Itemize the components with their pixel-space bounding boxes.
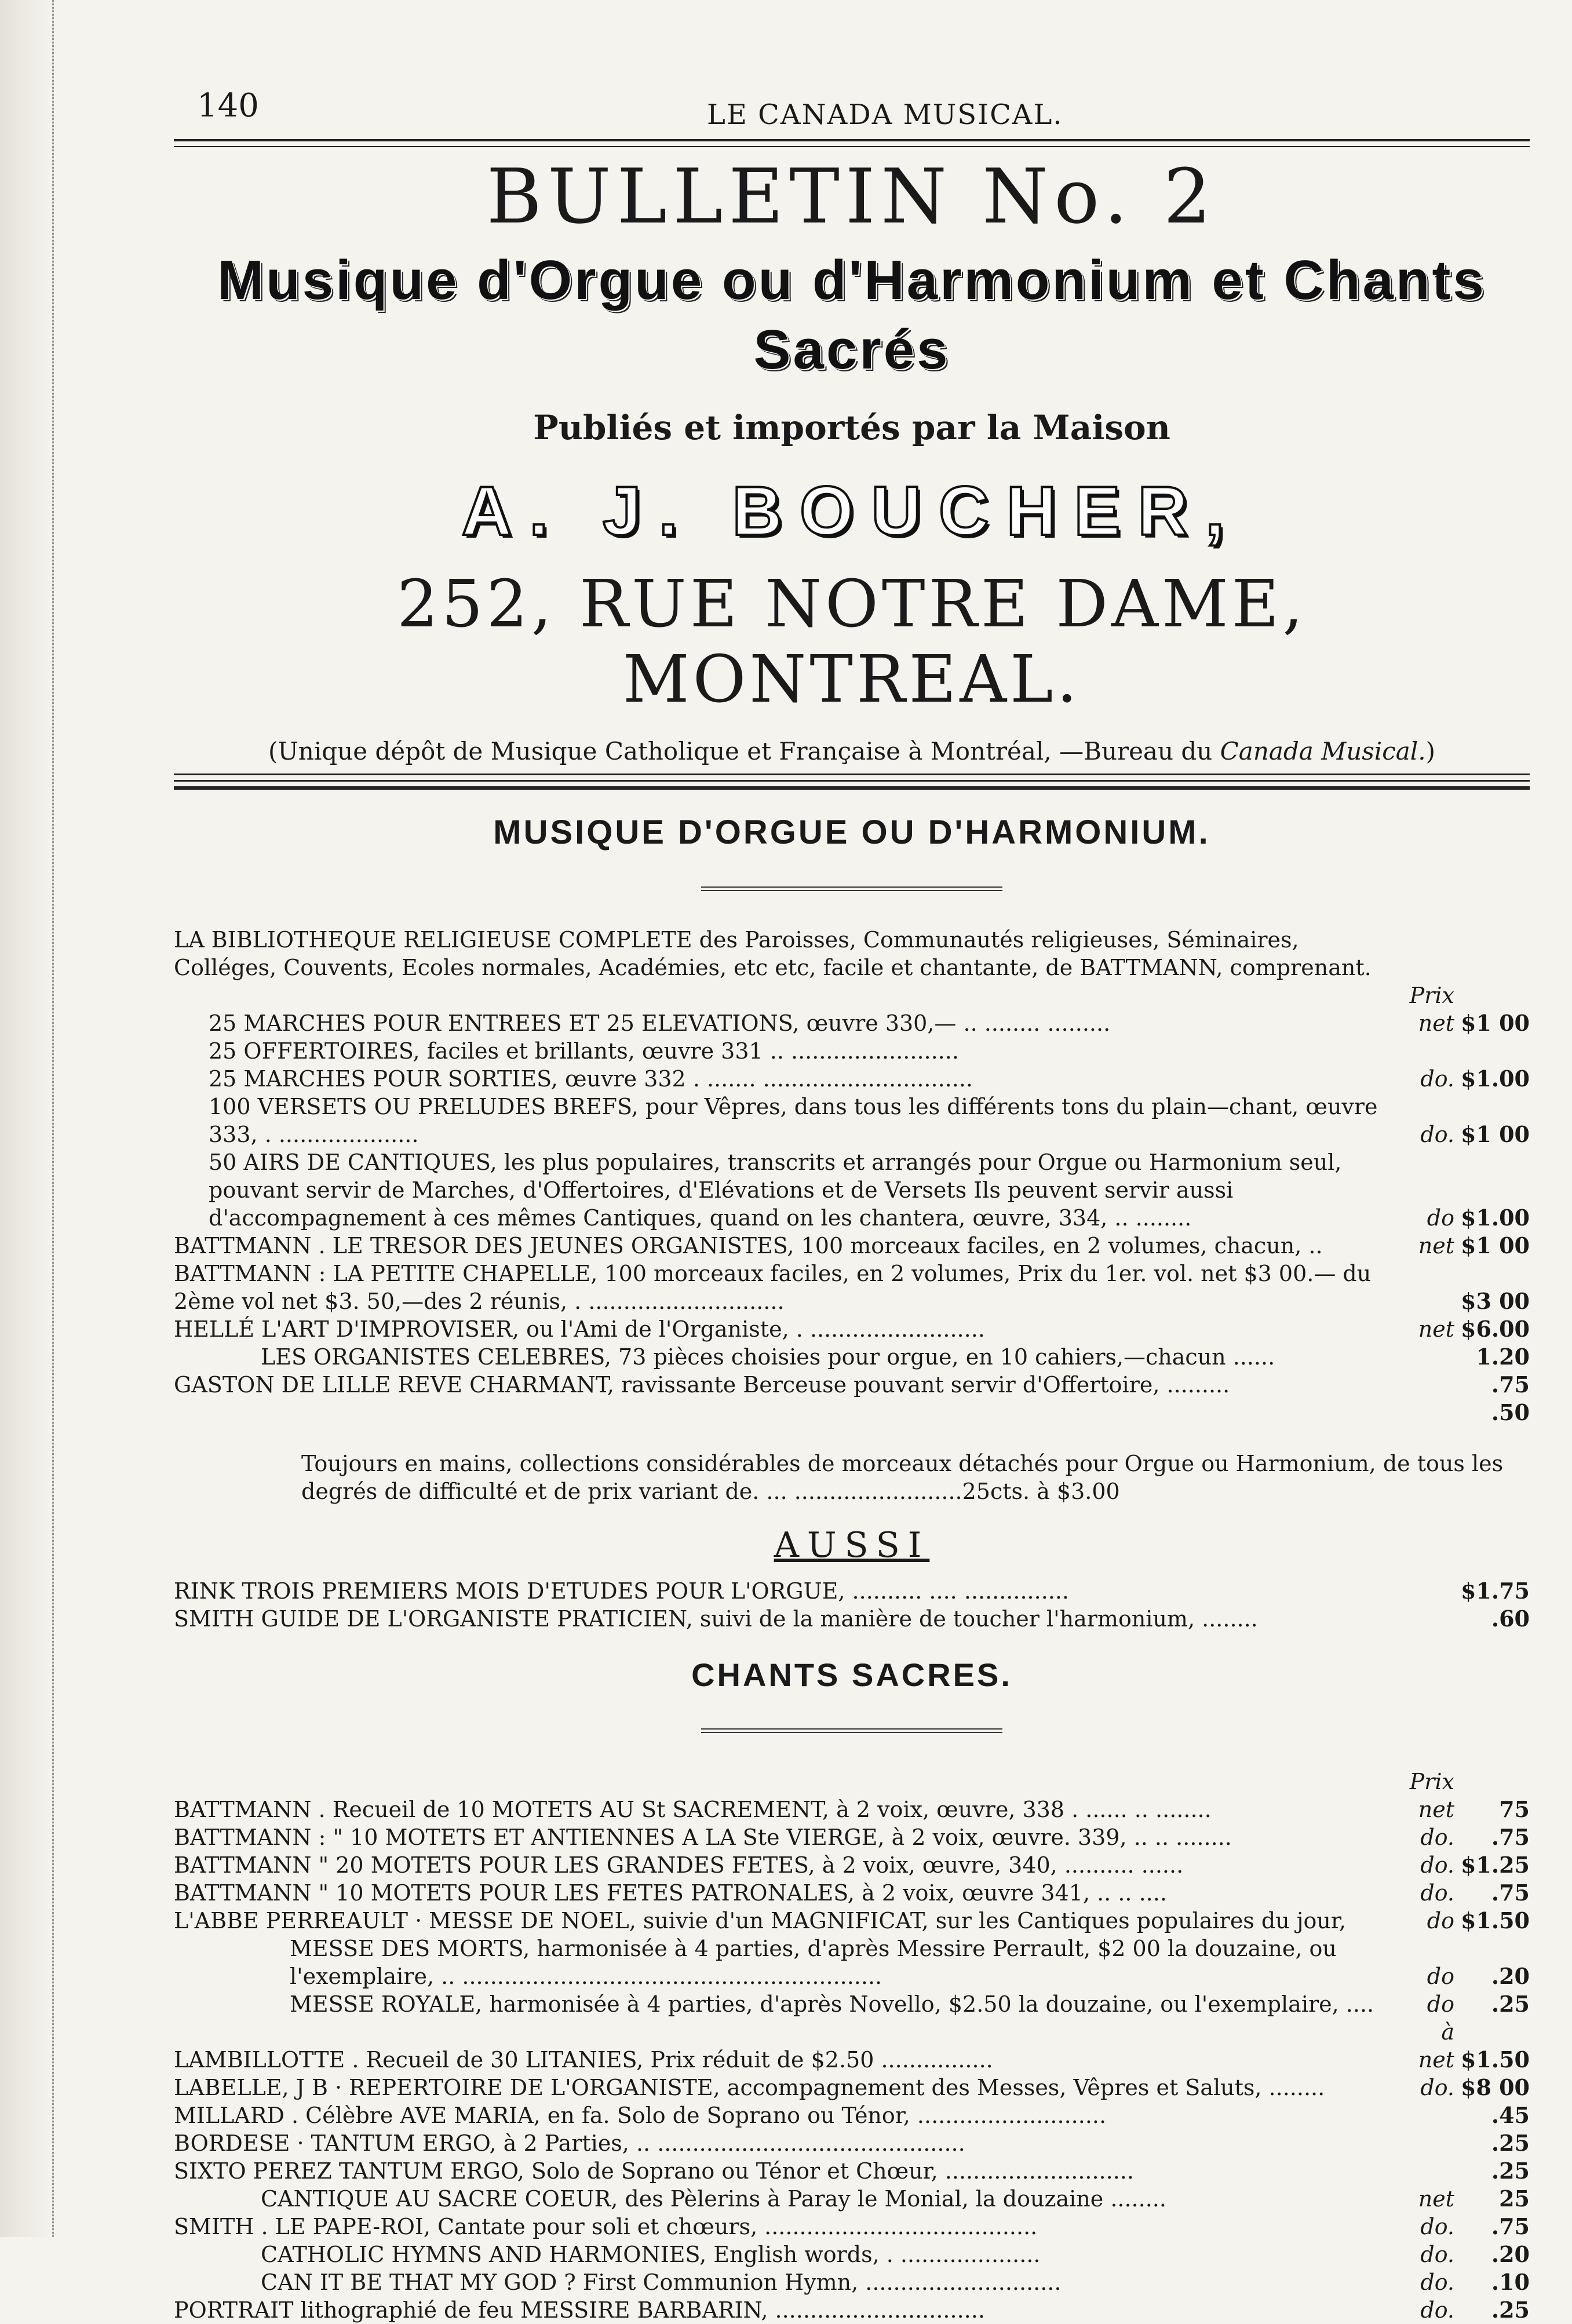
entry-text: LAMBILLOTTE . Recueil de 30 LITANIES, Prix réduit de $2.50 ................ <box>174 2047 993 2073</box>
entry-mark: Prix net <box>1409 1769 1454 1822</box>
entry-price: 25 <box>1499 2186 1530 2212</box>
entry-price: .75 <box>1491 1371 1530 1398</box>
entry-price: .20 <box>1491 2241 1530 2267</box>
entry-mark: net <box>1418 2186 1454 2212</box>
catalog-entry <box>174 1768 1530 1823</box>
entry-text: HELLÉ L'ART D'IMPROVISER, ou l'Ami de l'Organiste, . ......................... <box>174 1316 985 1342</box>
catalog-entry <box>174 1315 1530 1343</box>
page-number: 140 <box>197 87 259 125</box>
entry-price: .60 <box>1491 1606 1530 1632</box>
header-rule-thin <box>174 146 1530 147</box>
entry-mark: do. <box>1420 1066 1454 1092</box>
entry-mark: do. <box>1420 1825 1454 1850</box>
entry-price: $8 00 <box>1461 2074 1530 2100</box>
entry-text: BATTMANN " 20 MOTETS POUR LES GRANDES FETES, à 2 voix, œuvre, 340, .......... ...... <box>174 1852 1184 1878</box>
entry-mark: do <box>1427 1991 1454 2017</box>
catalog-entry <box>174 1879 1530 1907</box>
firm-address: 252, RUE NOTRE DAME, MONTREAL. <box>397 567 1307 717</box>
entry-text: MILLARD . Célèbre AVE MARIA, en fa. Solo de Soprano ou Ténor, ........................... <box>174 2103 1107 2128</box>
catalog-entry <box>174 1990 1530 2018</box>
entry-mark: net <box>1418 1316 1454 1342</box>
catalog-entry <box>174 2018 1530 2074</box>
entry-text: BATTMANN : LA PETITE CHAPELLE, 100 morceaux faciles, en 2 volumes, Prix du 1er. vol. net $3 00.— du 2ème vol net $3. 50,—des 2 réunis, . ............................ <box>174 1261 1372 1314</box>
catalog-entry <box>174 2296 1530 2324</box>
entry-text: 25 OFFERTOIRES, faciles et brillants, œuvre 331 .. ........................ <box>209 1038 959 1064</box>
catalog-entry <box>174 2074 1530 2102</box>
catalog-entry <box>174 1371 1530 1399</box>
entry-text: L'ABBE PERREAULT · MESSE DE NOEL, suivie d'un MAGNIFICAT, sur les Cantiques populaires du jour, <box>174 1908 1346 1933</box>
title-rule-double <box>174 774 1530 782</box>
catalog-entry <box>174 2213 1530 2241</box>
catalog-entry <box>174 1935 1530 1990</box>
entry-mark: do. <box>1420 2297 1454 2323</box>
page-header <box>174 75 1530 139</box>
depot-close: ) <box>1425 737 1435 765</box>
catalog-entry <box>174 1823 1530 1851</box>
catalog-entry <box>174 1399 1530 1426</box>
entry-text: CATHOLIC HYMNS AND HARMONIES, English words, . .................... <box>261 2242 1041 2267</box>
catalog-entry <box>174 1577 1530 1605</box>
catalog-entry <box>174 2241 1530 2268</box>
entry-text: SIXTO PEREZ TANTUM ERGO, Solo de Soprano ou Ténor et Chœur, ........................... <box>174 2158 1134 2184</box>
entry-text: CAN IT BE THAT MY GOD ? First Communion Hymn, ............................ <box>261 2270 1062 2295</box>
entry-price: .25 <box>1491 2130 1530 2156</box>
entry-text: SMITH GUIDE DE L'ORGANISTE PRATICIEN, suivi de la manière de toucher l'harmonium, ........ <box>174 1606 1258 1632</box>
entry-text: BATTMANN . Recueil de 10 MOTETS AU St SACREMENT, à 2 voix, œuvre, 338 . ...... .. ........ <box>174 1797 1212 1822</box>
catalog-entry <box>174 1343 1530 1371</box>
header-rule <box>174 139 1530 141</box>
entry-text: LA BIBLIOTHEQUE RELIGIEUSE COMPLETE des Paroisses, Communautés religieuses, Séminaires, Colléges, Couvents, Ecoles normales, Académies, etc etc, facile et chantante, de BATTMANN, comprenant. <box>174 927 1372 980</box>
entry-price: 75 <box>1499 1796 1530 1822</box>
catalog-entry <box>174 1093 1530 1148</box>
entry-price: $1 00 <box>1461 1010 1530 1036</box>
entry-text: PORTRAIT lithographié de feu MESSIRE BARBARIN, .............................. <box>174 2297 985 2323</box>
catalog-entry <box>174 2102 1530 2129</box>
title-rule-thick <box>174 786 1530 790</box>
entry-price: .50 <box>1491 1399 1530 1425</box>
entry-price: $1 00 <box>1461 1232 1530 1258</box>
ornament-divider <box>701 886 1002 891</box>
entry-text: 25 MARCHES POUR SORTIES, œuvre 332 . ....... .............................. <box>209 1066 973 1092</box>
entry-mark: net <box>1418 1233 1454 1258</box>
catalog-entry <box>174 2129 1530 2157</box>
entry-text: BATTMANN : " 10 MOTETS ET ANTIENNES A LA Ste VIERGE, à 2 voix, œuvre. 339, .. .. ........ <box>174 1825 1232 1850</box>
page <box>174 75 1530 2324</box>
entry-price: .25 <box>1491 2297 1530 2323</box>
entry-mark: do. <box>1420 2075 1454 2100</box>
entry-price: .75 <box>1491 1880 1530 1906</box>
entry-price: .45 <box>1491 2102 1530 2128</box>
catalog-entry <box>174 1148 1530 1232</box>
section-title-chants: CHANTS SACRES. <box>691 1657 1012 1693</box>
entry-price: $6.00 <box>1461 1316 1530 1342</box>
aussi-entries <box>174 1577 1530 1633</box>
catalog-entry <box>174 2157 1530 2185</box>
entry-price: $1.25 <box>1461 1852 1530 1878</box>
entry-mark: do. <box>1420 1852 1454 1878</box>
entry-price: 1.20 <box>1476 1344 1530 1370</box>
catalog-entry <box>174 926 1530 982</box>
entry-mark: do. <box>1420 1880 1454 1906</box>
orgue-entries <box>174 926 1530 1426</box>
entry-text: MESSE ROYALE, harmonisée à 4 parties, d'après Novello, $2.50 la douzaine, ou l'exemplaire, .... <box>290 1991 1374 2017</box>
bulletin-subject: Musique d'Orgue ou d'Harmonium et Chants Sacrés <box>217 249 1486 381</box>
running-title: LE CANADA MUSICAL. <box>707 98 1063 131</box>
catalog-entry <box>174 1851 1530 1879</box>
entry-text: BORDESE · TANTUM ERGO, à 2 Parties, .. ............................................ <box>174 2130 965 2156</box>
entry-price: .25 <box>1491 2158 1530 2184</box>
depot-note <box>174 737 1530 765</box>
entry-text: GASTON DE LILLE REVE CHARMANT, ravissante Berceuse pouvant servir d'Offertoire, ......... <box>174 1372 1230 1398</box>
section-title-orgue: MUSIQUE D'ORGUE OU D'HARMONIUM. <box>493 813 1210 851</box>
chants-entries <box>174 1768 1530 2324</box>
firm-name: A. J. BOUCHER, <box>461 472 1242 550</box>
entry-price: $1.75 <box>1461 1578 1530 1604</box>
entry-mark: do. <box>1420 2270 1454 2295</box>
catalog-entry <box>174 1037 1530 1065</box>
entry-price: .10 <box>1491 2269 1530 2295</box>
entry-price: $1.00 <box>1461 1205 1530 1231</box>
publisher-line: Publiés et importés par la Maison <box>533 408 1170 447</box>
entry-text: SMITH . LE PAPE-ROI, Cantate pour soli et chœurs, ....................................... <box>174 2214 1038 2239</box>
catalog-entry <box>174 2268 1530 2296</box>
entry-text: RINK TROIS PREMIERS MOIS D'ETUDES POUR L'ORGUE, .......... .... ............... <box>174 1578 1070 1604</box>
entry-text: MESSE DES MORTS, harmonisée à 4 parties, d'après Messire Perrault, $2 00 la douzaine, ou l'exemplaire, .. ............................................................ <box>290 1936 1337 1989</box>
entry-text: 50 AIRS DE CANTIQUES, les plus populaires, transcrits et arrangés pour Orgue ou Harmonium seul, pouvant servir de Marches, d'Offertoires, d'Elévations et de Versets Ils peuvent servir aussi d'accompagnement à ces mêmes Cantiques, quand on les chantera, œuvre, 334, .. ........ <box>209 1150 1342 1231</box>
entry-text: CANTIQUE AU SACRE COEUR, des Pèlerins à Paray le Monial, la douzaine ........ <box>261 2186 1166 2212</box>
catalog-entry <box>174 1232 1530 1260</box>
entry-text: BATTMANN " 10 MOTETS POUR LES FETES PATRONALES, à 2 voix, œuvre 341, .. .. .... <box>174 1880 1167 1906</box>
scan-edge <box>0 0 54 2237</box>
section-title-aussi: AUSSI <box>774 1525 930 1566</box>
entry-mark: do <box>1427 1908 1454 1933</box>
entry-mark: do <box>1427 1964 1454 1989</box>
entry-text: LABELLE, J B · REPERTOIRE DE L'ORGANISTE, accompagnement des Messes, Vêpres et Saluts, ........ <box>174 2075 1325 2100</box>
catalog-entry <box>174 1065 1530 1093</box>
entry-price: .75 <box>1491 1824 1530 1850</box>
entry-text: 25 MARCHES POUR ENTREES ET 25 ELEVATIONS, œuvre 330,— .. ........ ......... <box>209 1010 1111 1036</box>
entry-price: .20 <box>1491 1963 1530 1989</box>
entry-mark: Prix net <box>1409 983 1454 1036</box>
entry-text: 100 VERSETS OU PRELUDES BREFS, pour Vêpres, dans tous les différents tons du plain—chant, œuvre 333, . .................... <box>209 1094 1378 1147</box>
entry-price: .75 <box>1491 2213 1530 2239</box>
entry-text: BATTMANN . LE TRESOR DES JEUNES ORGANISTES, 100 morceaux faciles, en 2 volumes, chacun, .. <box>174 1233 1323 1258</box>
catalog-entry <box>174 982 1530 1037</box>
catalog-entry <box>174 1260 1530 1315</box>
bulletin-title: BULLETIN No. 2 <box>486 152 1217 240</box>
entry-price: $1.50 <box>1461 2046 1530 2073</box>
depot-italic: Canada Musical. <box>1220 737 1426 765</box>
entry-mark: do. <box>1420 2242 1454 2267</box>
entry-price: $1.50 <box>1461 1907 1530 1933</box>
entry-mark: à net <box>1418 2019 1454 2073</box>
depot-text: (Unique dépôt de Musique Catholique et Française à Montréal, —Bureau du <box>268 737 1220 765</box>
entry-mark: do <box>1427 1205 1454 1231</box>
entry-price: $1 00 <box>1461 1121 1530 1147</box>
entry-text: LES ORGANISTES CELEBRES, 73 pièces choisies pour orgue, en 10 cahiers,—chacun ...... <box>261 1344 1275 1370</box>
entry-price: $3 00 <box>1461 1288 1530 1314</box>
catalog-entry <box>174 1605 1530 1633</box>
orgue-note: Toujours en mains, collections considérables de morceaux détachés pour Orgue ou Harmonium, de tous les degrés de difficulté et de prix variant de. ... ........................25cts. à $3.00 <box>301 1451 1504 1504</box>
entry-price: $1.00 <box>1461 1066 1530 1092</box>
ornament-divider-2 <box>701 1728 1002 1733</box>
entry-price: .25 <box>1491 1991 1530 2017</box>
catalog-entry <box>174 1907 1530 1935</box>
catalog-entry <box>174 2185 1530 2213</box>
entry-mark: do. <box>1420 2214 1454 2239</box>
entry-mark: do. <box>1420 1122 1454 1147</box>
